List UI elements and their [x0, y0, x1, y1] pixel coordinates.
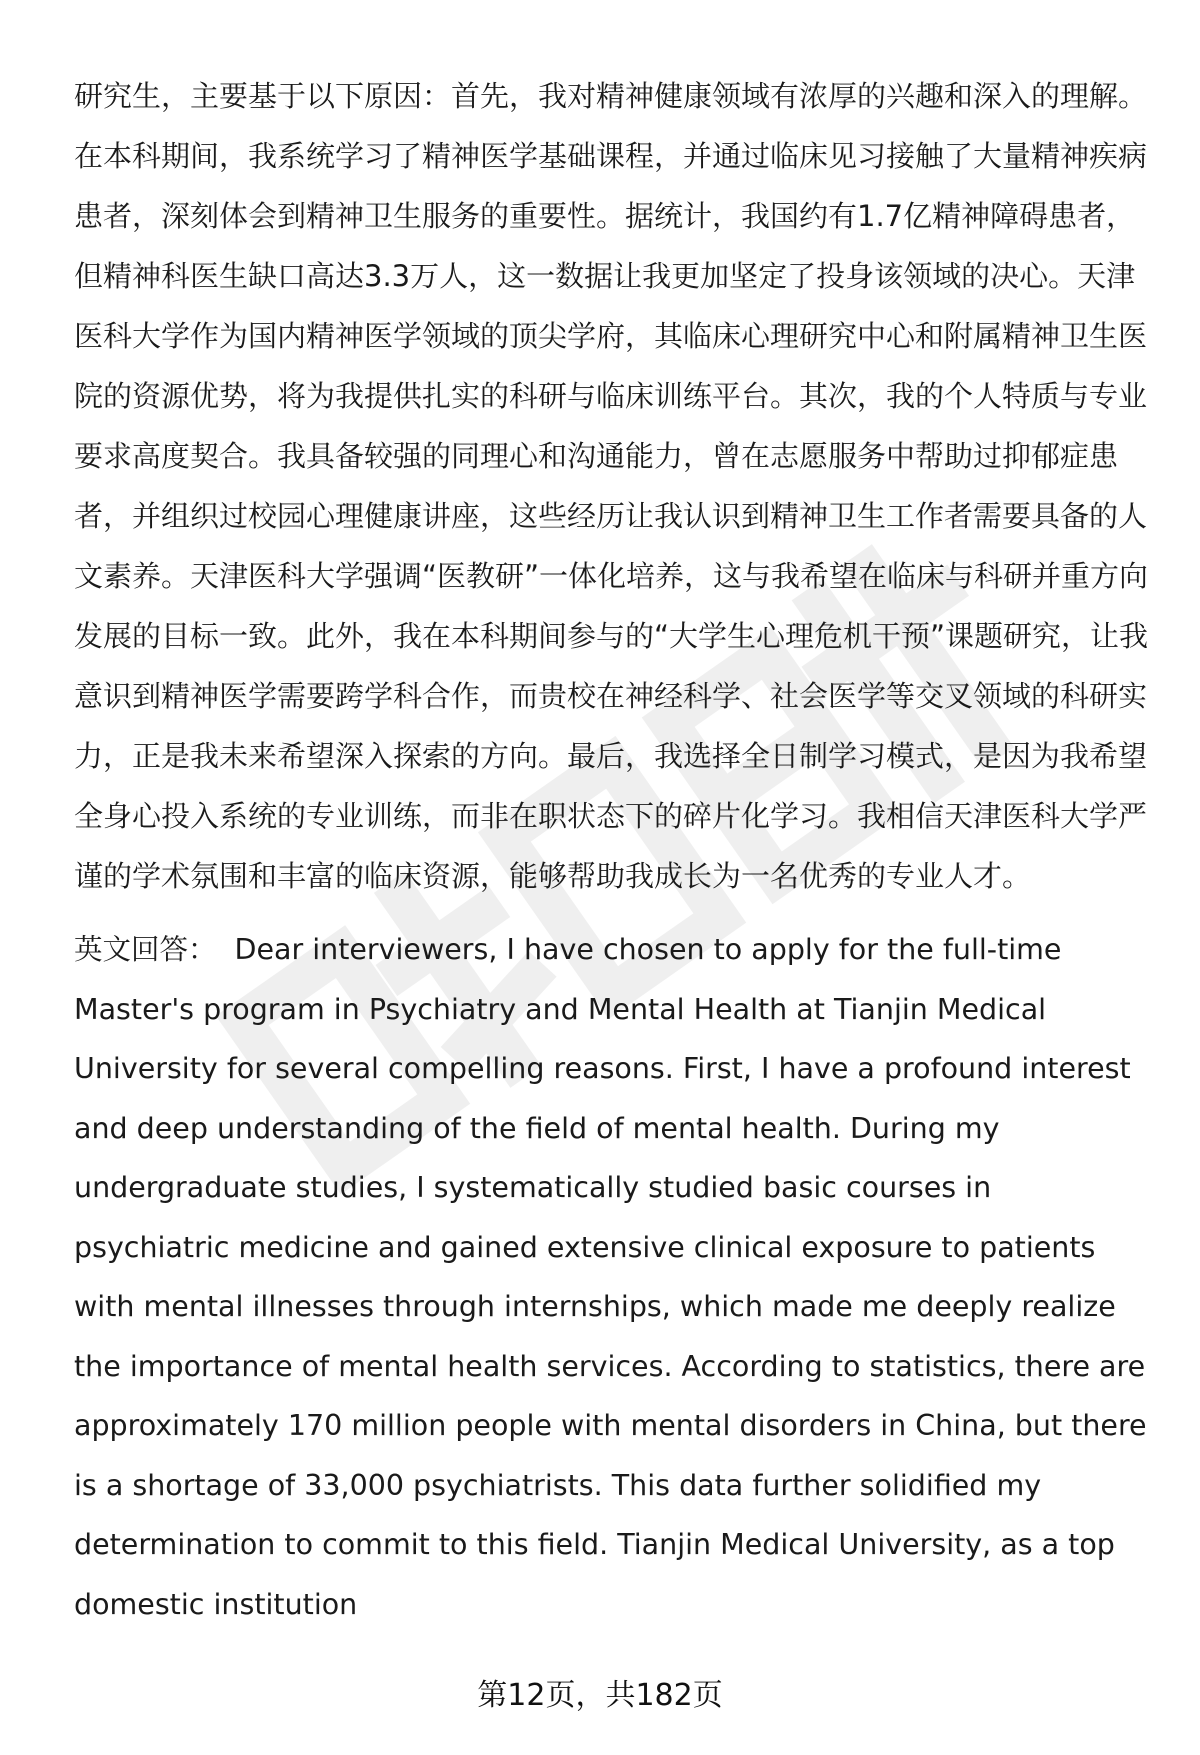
- page-number-footer: 第12页，共182页: [477, 1678, 723, 1713]
- document-body: [74, 66, 1154, 1634]
- english-answer-paragraph: [74, 920, 1154, 1634]
- english-answer-text: Dear interviewers, I have chosen to apply for the full-time Master's program in Psychiatry and Mental Health at Tianjin Medical University for several compelling reasons. First, I have a profound interest and deep understanding of the field of mental health. During my undergraduate studies, I systematically studied basic courses in psychiatric medicine and gained extensive clinical exposure to patients with mental illnesses through internships, which made me deeply realize the importance of mental health services. According to statistics, there are approximately 170 million people with mental disorders in China, but there is a shortage of 33,000 psychiatrists. This data further solidified my determination to commit to this field. Tianjin Medical University, as a top domestic institution: [74, 933, 1147, 1621]
- chinese-answer-paragraph: 研究生，主要基于以下原因：首先，我对精神健康领域有浓厚的兴趣和深入的理解。在本科期间，我系统学习了精神医学基础课程，并通过临床见习接触了大量精神疾病患者，深刻体会到精神卫生服务的重要性。据统计，我国约有1.7亿精神障碍患者，但精神科医生缺口高达3.3万人，这一数据让我更加坚定了投身该领域的决心。天津医科大学作为国内精神医学领域的顶尖学府，其临床心理研究中心和附属精神卫生医院的资源优势，将为我提供扎实的科研与临床训练平台。其次，我的个人特质与专业要求高度契合。我具备较强的同理心和沟通能力，曾在志愿服务中帮助过抑郁症患者，并组织过校园心理健康讲座，这些经历让我认识到精神卫生工作者需要具备的人文素养。天津医科大学强调“医教研”一体化培养，这与我希望在临床与科研并重方向发展的目标一致。此外，我在本科期间参与的“大学生心理危机干预”课题研究，让我意识到精神医学需要跨学科合作，而贵校在神经科学、社会医学等交叉领域的科研实力，正是我未来希望深入探索的方向。最后，我选择全日制学习模式，是因为我希望全身心投入系统的专业训练，而非在职状态下的碎片化学习。我相信天津医科大学严谨的学术氛围和丰富的临床资源，能够帮助我成长为一名优秀的专业人才。: [74, 79, 1149, 893]
- english-answer-label: 英文回答：: [74, 933, 217, 966]
